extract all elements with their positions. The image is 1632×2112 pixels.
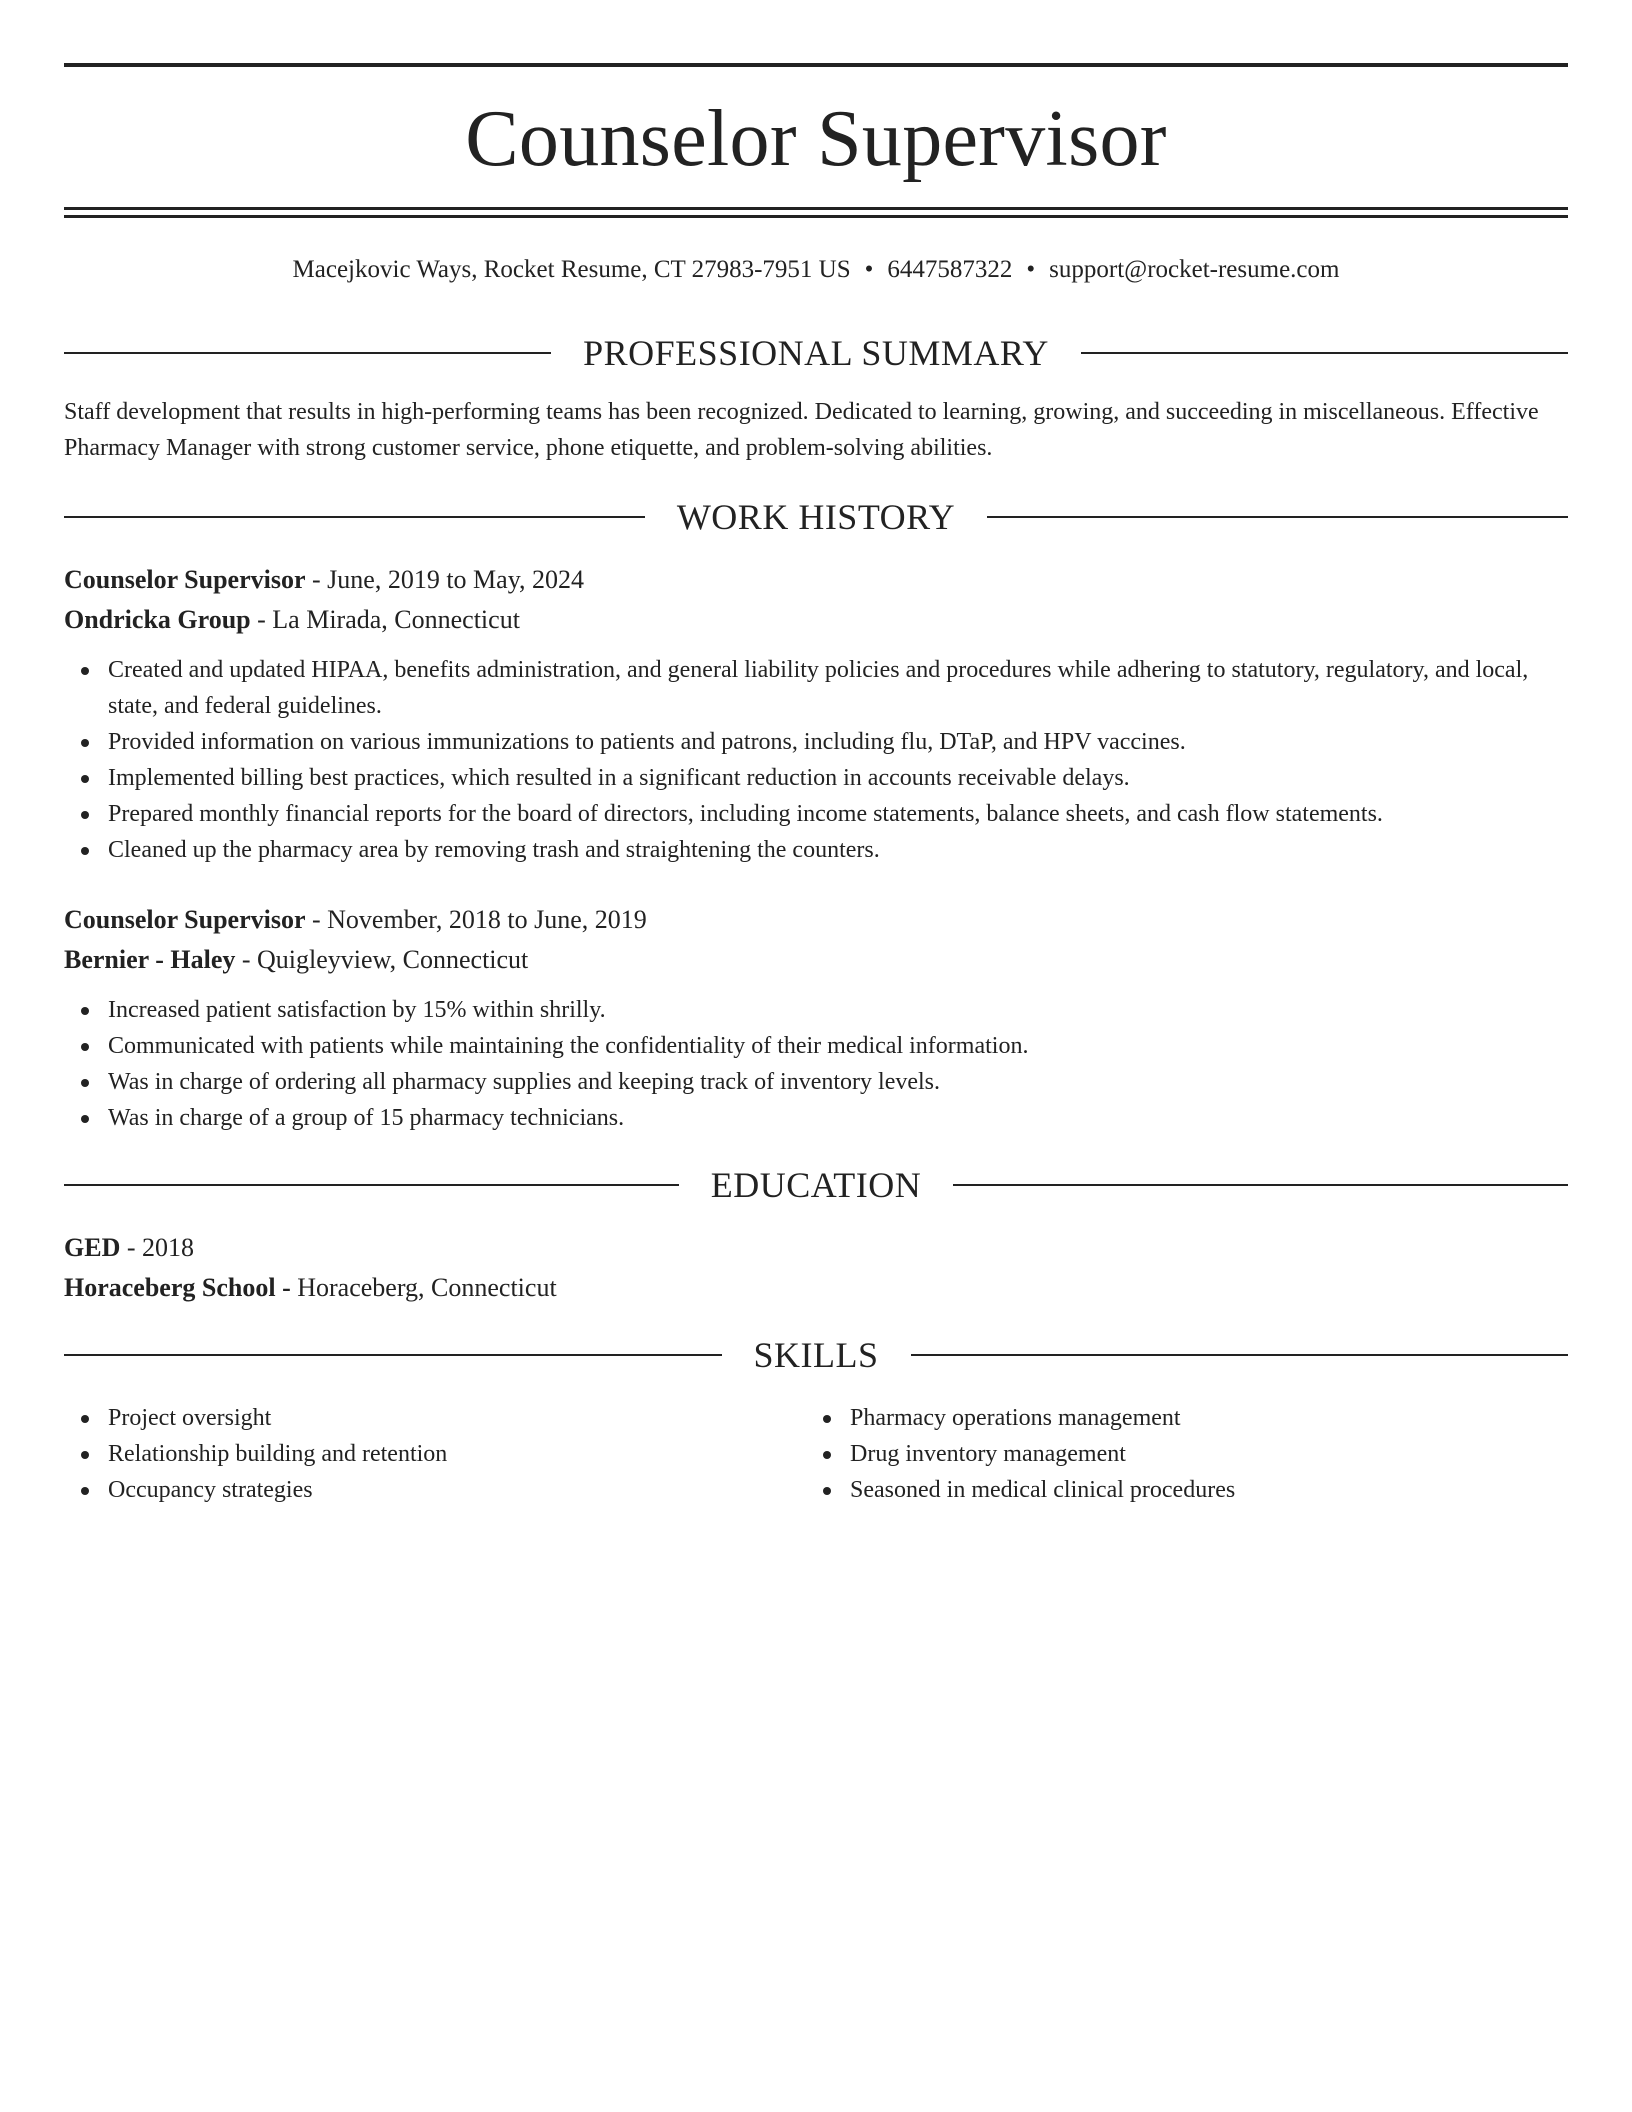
education-school: Horaceberg School xyxy=(64,1273,276,1302)
job-bullet: Was in charge of ordering all pharmacy supplies and keeping track of inventory levels. xyxy=(64,1064,1568,1100)
education-entry xyxy=(64,1228,1568,1308)
skill-item: Pharmacy operations management xyxy=(806,1400,1548,1436)
job-bullet: Created and updated HIPAA, benefits administration, and general liability policies and procedures while adhering to statutory, regulatory, and local, state, and federal guidelines. xyxy=(64,652,1568,724)
skill-item: Drug inventory management xyxy=(806,1436,1548,1472)
contact-line xyxy=(64,252,1568,288)
skills-section-heading xyxy=(64,1333,1568,1377)
header-double-rule-upper xyxy=(64,207,1568,210)
education-degree: GED xyxy=(64,1233,121,1262)
education-school-separator: - xyxy=(275,1273,298,1302)
heading-rule-left xyxy=(64,516,645,518)
education-section-heading xyxy=(64,1163,1568,1207)
job-dates: - June, 2019 to May, 2024 xyxy=(305,565,585,594)
heading-rule-left xyxy=(64,1354,722,1356)
contact-phone: 6447587322 xyxy=(887,256,1013,283)
work-title: WORK HISTORY xyxy=(676,497,956,537)
heading-rule-left xyxy=(64,352,551,354)
header-double-rule-lower xyxy=(64,215,1568,218)
job-bullet: Was in charge of a group of 15 pharmacy technicians. xyxy=(64,1100,1568,1136)
skill-item: Seasoned in medical clinical procedures xyxy=(806,1472,1548,1508)
job-bullets xyxy=(64,992,1568,1136)
candidate-name: Counselor Supervisor xyxy=(465,95,1167,183)
skills-list xyxy=(64,1400,1568,1508)
job-company-line xyxy=(64,600,1568,640)
job-bullet: Increased patient satisfaction by 15% within shrilly. xyxy=(64,992,1568,1028)
skill-item: Relationship building and retention xyxy=(64,1436,806,1472)
work-section-heading xyxy=(64,495,1568,539)
education-degree-line xyxy=(64,1228,1568,1268)
summary-section-heading xyxy=(64,331,1568,375)
heading-rule-right xyxy=(953,1184,1568,1186)
job-title-line xyxy=(64,560,1568,600)
contact-separator: • xyxy=(1026,256,1036,283)
skill-item: Project oversight xyxy=(64,1400,806,1436)
job-title-line xyxy=(64,900,1568,940)
header-top-rule xyxy=(64,63,1568,67)
skills-column-right xyxy=(806,1400,1548,1508)
summary-title: PROFESSIONAL SUMMARY xyxy=(583,333,1049,373)
education-school-line xyxy=(64,1268,1568,1308)
job-company: Ondricka Group xyxy=(64,605,251,634)
skill-item: Occupancy strategies xyxy=(64,1472,806,1508)
job-entry xyxy=(64,560,1568,868)
education-title: EDUCATION xyxy=(710,1165,922,1205)
job-title: Counselor Supervisor xyxy=(64,565,306,594)
heading-rule-right xyxy=(987,516,1568,518)
heading-rule-right xyxy=(1081,352,1568,354)
education-year: - 2018 xyxy=(120,1233,195,1262)
education-location: Horaceberg, Connecticut xyxy=(297,1273,557,1302)
job-location: - Quigleyview, Connecticut xyxy=(235,945,529,974)
heading-rule-right xyxy=(911,1354,1569,1356)
job-bullet: Prepared monthly financial reports for the board of directors, including income statements, balance sheets, and cash flow statements. xyxy=(64,796,1568,832)
job-company: Bernier - Haley xyxy=(64,945,236,974)
job-location: - La Mirada, Connecticut xyxy=(250,605,520,634)
job-bullet: Implemented billing best practices, which resulted in a significant reduction in accounts receivable delays. xyxy=(64,760,1568,796)
skills-title: SKILLS xyxy=(753,1335,879,1375)
job-bullet: Provided information on various immunizations to patients and patrons, including flu, DTaP, and HPV vaccines. xyxy=(64,724,1568,760)
job-title: Counselor Supervisor xyxy=(64,905,306,934)
contact-email: support@rocket-resume.com xyxy=(1049,256,1340,283)
resume-page xyxy=(64,0,1568,2112)
skills-column-left xyxy=(64,1400,806,1508)
job-dates: - November, 2018 to June, 2019 xyxy=(305,905,647,934)
contact-address: Macejkovic Ways, Rocket Resume, CT 27983-7951 US xyxy=(292,256,851,283)
job-company-line xyxy=(64,940,1568,980)
summary-text: Staff development that results in high-performing teams has been recognized. Dedicated to learning, growing, and succeeding in miscellaneous. Effective Pharmacy Manager with strong customer service, phone etiquette, and problem-solving abilities. xyxy=(64,399,1539,461)
job-bullets xyxy=(64,652,1568,868)
job-bullet: Communicated with patients while maintaining the confidentiality of their medical information. xyxy=(64,1028,1568,1064)
contact-separator: • xyxy=(864,256,874,283)
job-bullet: Cleaned up the pharmacy area by removing trash and straightening the counters. xyxy=(64,832,1568,868)
job-entry xyxy=(64,900,1568,1136)
heading-rule-left xyxy=(64,1184,679,1186)
